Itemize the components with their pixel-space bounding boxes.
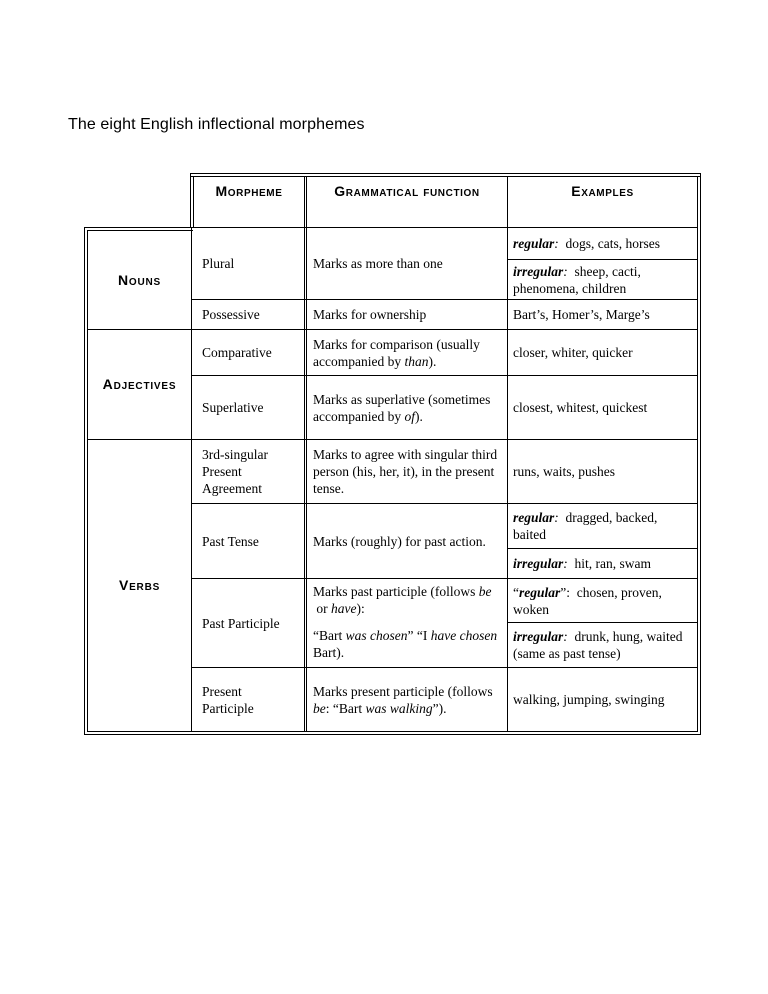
example-third-singular: runs, waits, pushes xyxy=(513,464,615,479)
function-emphasis: of xyxy=(404,408,415,424)
morphemes-table xyxy=(84,173,701,735)
function-text: ). xyxy=(414,408,423,424)
example-past-tense-irregular xyxy=(508,549,697,578)
example-plural-irregular xyxy=(508,260,697,299)
function-emphasis: be xyxy=(313,700,326,716)
separator: : xyxy=(554,510,559,525)
regular-tag: regular xyxy=(519,584,561,600)
morpheme-present-participle: Present Participle xyxy=(202,683,254,716)
separator: : xyxy=(554,236,559,251)
border-line xyxy=(84,734,701,735)
function-emphasis: was walking xyxy=(365,700,433,716)
quote-mark: ”: xyxy=(560,584,571,600)
header-morpheme: Morpheme xyxy=(215,182,283,199)
function-plural: Marks as more than one xyxy=(313,256,443,271)
category-adjectives: Adjectives xyxy=(102,376,177,392)
function-past-tense: Marks (roughly) for past action. xyxy=(313,533,486,549)
function-text: ). xyxy=(428,353,437,369)
irregular-tag: irregular xyxy=(513,263,564,279)
function-text: Marks past participle (follows xyxy=(313,584,479,599)
morpheme-superlative: Superlative xyxy=(202,400,264,415)
function-emphasis: have chosen xyxy=(430,628,498,643)
example-past-participle-irregular xyxy=(508,623,697,667)
function-text: Bart). xyxy=(313,645,345,660)
function-text: : “Bart xyxy=(325,700,366,716)
page-title: The eight English inflectional morphemes xyxy=(68,116,365,133)
category-verbs: Verbs xyxy=(118,577,161,593)
example-present-participle: walking, jumping, swinging xyxy=(513,692,665,707)
morpheme-past-tense: Past Tense xyxy=(202,533,259,549)
border-line xyxy=(190,173,191,228)
border-line xyxy=(304,176,305,732)
function-past-participle xyxy=(307,579,507,621)
morpheme-third-singular: 3rd-singular Present Agreement xyxy=(202,447,268,496)
example-plural-regular xyxy=(508,228,697,259)
border-line xyxy=(700,173,701,735)
category-nouns: Nouns xyxy=(117,271,161,288)
function-text: ): xyxy=(356,601,365,616)
example-past-tense-regular xyxy=(508,504,697,548)
border-line xyxy=(87,731,698,732)
morpheme-plural: Plural xyxy=(202,256,235,271)
separator: : xyxy=(563,629,568,644)
header-grammatical-function: Grammatical function xyxy=(334,182,480,199)
function-text: Marks as superlative (sometimes accompanied by xyxy=(313,391,491,424)
regular-tag: regular xyxy=(513,236,555,251)
regular-tag: regular xyxy=(513,510,555,525)
border-line xyxy=(84,227,85,735)
quote-mark: “ xyxy=(513,584,519,600)
function-comparative xyxy=(307,330,507,375)
example-superlative: closest, whitest, quickest xyxy=(513,400,648,415)
function-past-participle-example xyxy=(307,622,507,667)
function-possessive: Marks for ownership xyxy=(313,307,427,322)
function-text: Marks for comparison (usually accompanied by xyxy=(313,336,480,369)
function-text: or xyxy=(313,601,331,616)
example-text: dogs, cats, horses xyxy=(558,236,661,251)
example-text: drunk, hung, waited (same as past tense) xyxy=(513,629,686,661)
function-emphasis: than xyxy=(404,353,429,369)
morpheme-past-participle: Past Participle xyxy=(202,615,280,631)
irregular-tag: irregular xyxy=(513,629,564,644)
example-text: chosen, proven, woken xyxy=(513,584,666,617)
function-emphasis: was chosen xyxy=(345,628,408,643)
header-examples: Examples xyxy=(571,182,634,199)
separator: : xyxy=(563,263,568,279)
function-third-singular: Marks to agree with singular third person (his, her, it), in the present tense. xyxy=(313,447,498,496)
example-possessive: Bart’s, Homer’s, Marge’s xyxy=(513,307,650,322)
irregular-tag: irregular xyxy=(513,556,564,571)
morpheme-possessive: Possessive xyxy=(202,307,260,322)
example-comparative: closer, whiter, quicker xyxy=(513,345,633,360)
morpheme-comparative: Comparative xyxy=(202,345,272,360)
function-emphasis: have xyxy=(331,601,357,616)
separator: : xyxy=(563,556,568,571)
example-text: hit, ran, swam xyxy=(567,556,652,571)
function-present-participle xyxy=(307,668,507,731)
function-text: ” “I xyxy=(407,628,431,643)
function-text: “Bart xyxy=(313,628,346,643)
example-text: dragged, backed, baited xyxy=(513,510,661,542)
border-line xyxy=(190,173,701,174)
function-text: Marks present participle (follows xyxy=(313,683,493,699)
example-past-participle-regular xyxy=(508,579,697,622)
function-text: ”). xyxy=(432,700,447,716)
function-superlative xyxy=(307,376,507,439)
example-text: sheep, cacti, phenomena, children xyxy=(513,263,645,296)
border-line xyxy=(84,227,193,228)
function-emphasis: be xyxy=(478,584,492,599)
